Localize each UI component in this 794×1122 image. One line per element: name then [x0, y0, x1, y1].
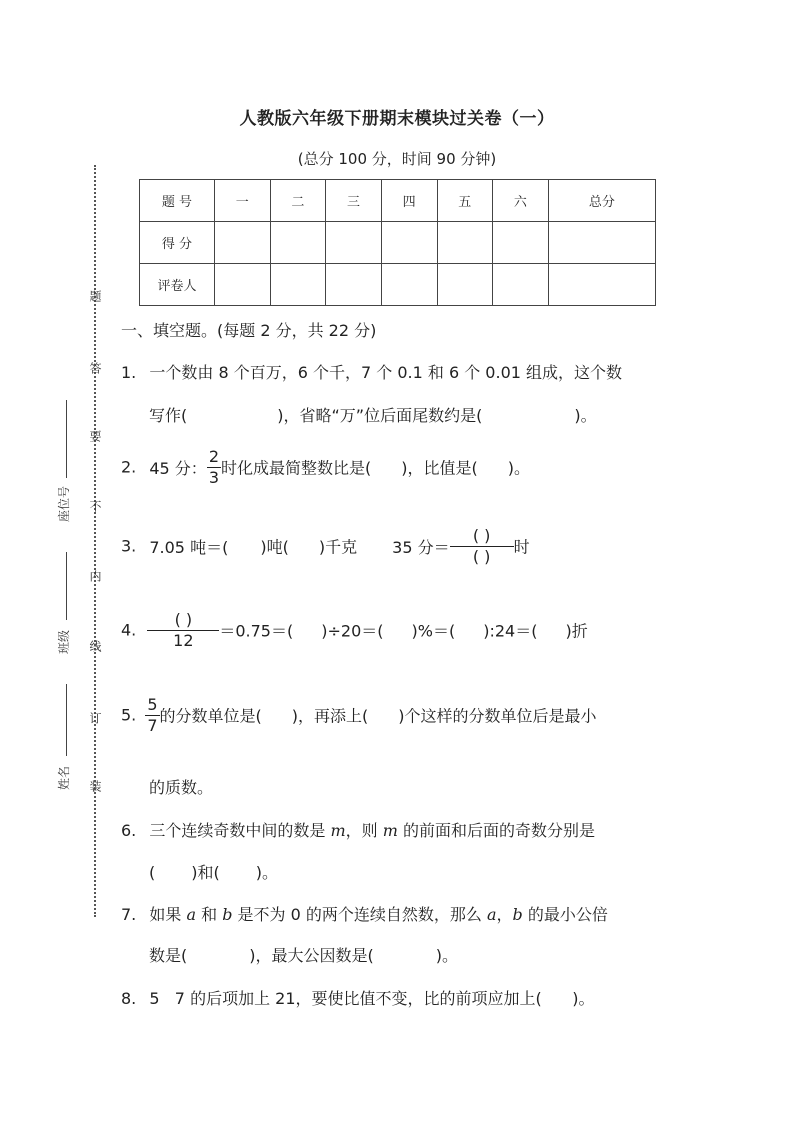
seal-char: 装 [88, 780, 102, 792]
question-5-line-2: 的质数。 [149, 778, 214, 797]
question-1-line-2 [149, 403, 597, 426]
question-text: 三个连续奇数中间的数是 [149, 821, 331, 840]
question-text: 如果 [149, 905, 187, 924]
question-8 [121, 986, 595, 1009]
question-7 [121, 902, 608, 925]
variable-a: a [186, 905, 196, 924]
section-title: 一、填空题。(每题 2 分，共 22 分) [121, 321, 377, 340]
question-text: )÷20＝( [321, 621, 384, 641]
grader-cell[interactable] [493, 264, 549, 306]
question-text: )，比值是( [401, 458, 478, 478]
table-header-cell: 一 [215, 180, 271, 222]
table-header-cell: 总分 [548, 180, 655, 222]
question-text: )吨( [260, 537, 289, 557]
question-number: 7. [121, 905, 137, 924]
question-text: )。 [435, 946, 458, 965]
grader-row [140, 264, 656, 306]
seat-number-line[interactable] [66, 400, 67, 478]
fraction [145, 696, 159, 734]
question-text: )，最大公因数是( [249, 946, 374, 965]
question-text: 时化成最简整数比是( [221, 458, 372, 478]
question-number: 5. [121, 705, 137, 725]
fraction-numerator: 2 [208, 447, 219, 466]
score-cell[interactable] [493, 222, 549, 264]
table-header-cell: 五 [437, 180, 493, 222]
question-text: ， [496, 905, 513, 924]
question-text: 7.05 吨＝( [149, 537, 229, 557]
seal-char: 题 [88, 290, 102, 302]
question-text: )折 [565, 621, 588, 641]
table-header-cell: 题 号 [140, 180, 215, 222]
question-text: )。 [507, 458, 530, 478]
binding-dotted-line [94, 165, 96, 917]
question-text: )个这样的分数单位后是最小 [398, 706, 597, 726]
question-number: 8. [121, 989, 137, 1008]
score-row-label: 得 分 [140, 222, 215, 264]
page-title: 人教版六年级下册期末模块过关卷（一） [239, 109, 555, 129]
seal-char: 不 [88, 500, 102, 512]
score-cell[interactable] [437, 222, 493, 264]
question-text: 一个数由 8 个百万，6 个千，7 个 0.1 和 6 个 0.01 组成，这个数 [149, 363, 623, 382]
score-cell[interactable] [270, 222, 326, 264]
name-line[interactable] [66, 684, 67, 756]
question-6 [121, 818, 595, 841]
fraction-denominator: ( ) [472, 546, 491, 566]
question-7-line-2 [149, 943, 458, 966]
question-text: )。 [574, 406, 597, 425]
fraction [207, 448, 221, 486]
question-text: )，再添上( [291, 706, 369, 726]
question-text: 是不为 0 的两个连续自然数，那么 [232, 905, 487, 924]
question-number: 3. [121, 536, 137, 556]
question-1 [121, 360, 622, 383]
question-text: 的前面和后面的奇数分别是 [397, 821, 595, 840]
table-header-row [140, 180, 656, 222]
table-header-cell: 二 [270, 180, 326, 222]
grader-cell[interactable] [437, 264, 493, 306]
variable-m: m [330, 821, 346, 840]
question-3 [121, 527, 530, 565]
fraction-denominator: 7 [147, 715, 158, 735]
name-label: 姓名 [57, 765, 71, 790]
question-text: 的最小公倍 [522, 905, 608, 924]
score-cell[interactable] [215, 222, 271, 264]
question-6-line-2 [149, 860, 278, 883]
seal-char: 线 [88, 640, 102, 652]
seat-number-label: 座位号 [57, 485, 71, 522]
question-number: 1. [121, 363, 137, 382]
question-number: 6. [121, 821, 137, 840]
seal-char: 要 [88, 430, 102, 442]
seal-char: 答 [88, 362, 102, 374]
class-label: 班级 [57, 629, 71, 654]
grader-row-label: 评卷人 [140, 264, 215, 306]
question-5 [121, 696, 597, 734]
fraction-answer[interactable] [450, 527, 514, 565]
score-table [139, 179, 656, 306]
fraction-answer[interactable] [147, 611, 219, 649]
variable-m: m [382, 821, 398, 840]
fraction-numerator: ( ) [174, 610, 193, 629]
question-text: 35 分＝ [392, 537, 450, 557]
question-text: 和 [196, 905, 223, 924]
fraction-numerator: 5 [147, 695, 158, 714]
question-text: ＝0.75＝( [219, 621, 294, 641]
question-4 [121, 611, 588, 649]
score-cell[interactable] [548, 222, 655, 264]
question-text: ( [149, 863, 156, 882]
table-header-cell: 三 [326, 180, 382, 222]
seal-char: 内 [88, 570, 102, 582]
seal-char: 订 [88, 712, 102, 724]
variable-a: a [486, 905, 497, 924]
question-text: )。 [255, 863, 278, 882]
grader-cell[interactable] [215, 264, 271, 306]
score-cell[interactable] [381, 222, 437, 264]
variable-b: b [512, 905, 523, 924]
grader-cell[interactable] [270, 264, 326, 306]
question-text: ):24＝( [483, 621, 538, 641]
score-row [140, 222, 656, 264]
question-text: 45 分： [149, 458, 207, 478]
question-text: 时 [513, 537, 530, 557]
table-header-cell: 六 [493, 180, 549, 222]
question-text: )，省略“万”位后面尾数约是( [277, 406, 483, 425]
fraction-numerator: ( ) [472, 526, 491, 545]
table-header-cell: 四 [381, 180, 437, 222]
grader-cell[interactable] [381, 264, 437, 306]
variable-b: b [222, 905, 233, 924]
question-text: 写作( [149, 406, 188, 425]
question-text: )和( [191, 863, 220, 882]
question-text: 5 7 的后项加上 21，要使比值不变，比的前项应加上( )。 [149, 989, 595, 1008]
grader-cell[interactable] [548, 264, 655, 306]
fraction-denominator: 3 [208, 467, 219, 487]
question-text: 的分数单位是( [159, 706, 262, 726]
question-text: )%＝( [411, 621, 456, 641]
question-2 [121, 448, 530, 486]
grader-cell[interactable] [326, 264, 382, 306]
fraction-denominator: 12 [173, 630, 194, 650]
question-text: ，则 [345, 821, 383, 840]
question-number: 2. [121, 457, 137, 477]
class-line[interactable] [66, 552, 67, 620]
exam-info: (总分 100 分，时间 90 分钟) [297, 150, 497, 168]
question-text: )千克 [318, 537, 358, 557]
question-text: 数是( [149, 946, 188, 965]
question-number: 4. [121, 620, 137, 640]
score-cell[interactable] [326, 222, 382, 264]
